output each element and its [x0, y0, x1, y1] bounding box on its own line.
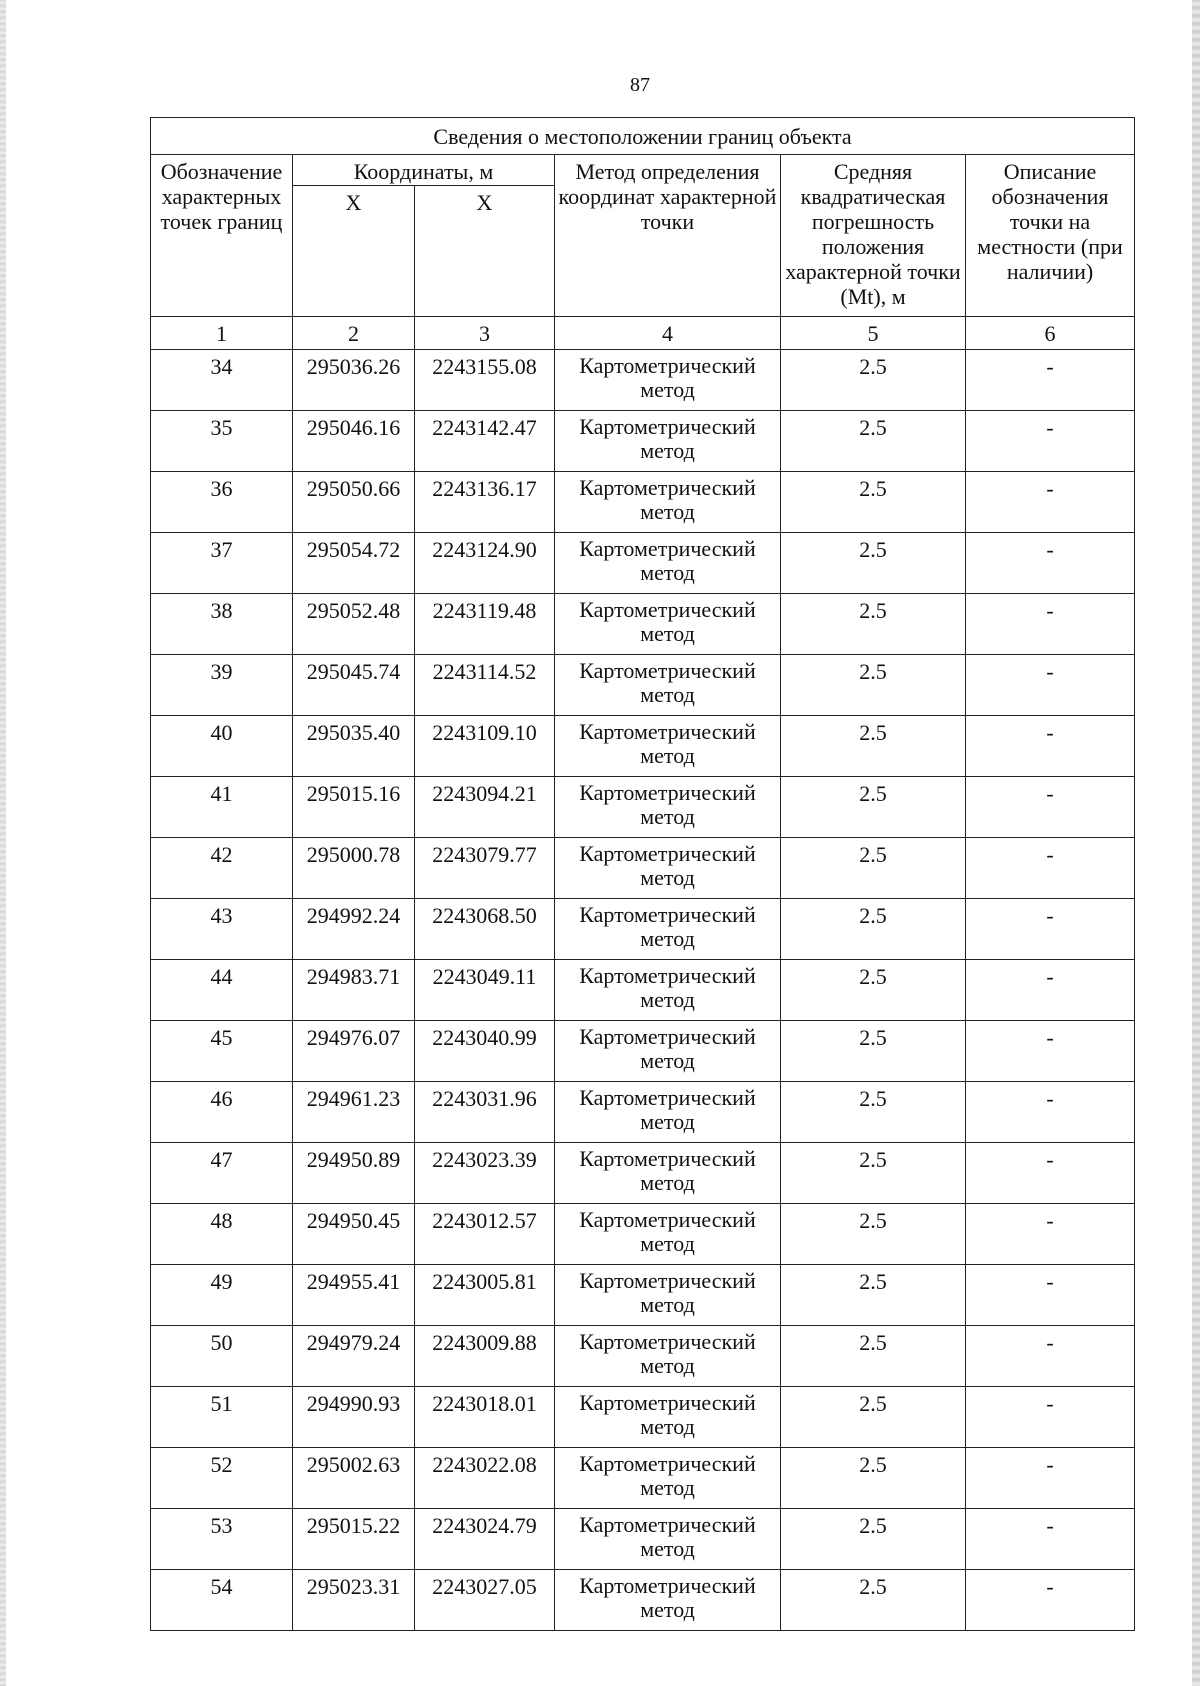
cell-y: 2243031.96 [415, 1082, 555, 1143]
cell-description: - [966, 777, 1135, 838]
cell-method: Картометрический метод [555, 1204, 781, 1265]
cell-description: - [966, 350, 1135, 411]
table-row [151, 838, 1135, 899]
cell-description: - [966, 1387, 1135, 1448]
cell-y: 2243136.17 [415, 472, 555, 533]
scan-left-edge [0, 0, 6, 1686]
cell-method: Картометрический метод [555, 716, 781, 777]
cell-point: 54 [151, 1570, 293, 1631]
cell-method: Картометрический метод [555, 838, 781, 899]
cell-point: 42 [151, 838, 293, 899]
cell-error: 2.5 [781, 594, 966, 655]
cell-description: - [966, 1326, 1135, 1387]
table-row [151, 777, 1135, 838]
cell-y: 2243124.90 [415, 533, 555, 594]
cell-method: Картометрический метод [555, 594, 781, 655]
column-number-row [151, 317, 1135, 350]
header-coordinates: Координаты, м [293, 155, 555, 186]
cell-y: 2243049.11 [415, 960, 555, 1021]
cell-x: 294992.24 [293, 899, 415, 960]
header-description: Описание обозначения точки на местности (при наличии) [966, 155, 1135, 317]
table-row [151, 655, 1135, 716]
cell-x: 295054.72 [293, 533, 415, 594]
cell-x: 295023.31 [293, 1570, 415, 1631]
cell-error: 2.5 [781, 899, 966, 960]
table-row [151, 960, 1135, 1021]
cell-point: 40 [151, 716, 293, 777]
cell-method: Картометрический метод [555, 899, 781, 960]
cell-description: - [966, 655, 1135, 716]
cell-error: 2.5 [781, 655, 966, 716]
table-row [151, 1570, 1135, 1631]
table-body [151, 350, 1135, 1631]
cell-method: Картометрический метод [555, 777, 781, 838]
cell-method: Картометрический метод [555, 1143, 781, 1204]
cell-x: 295052.48 [293, 594, 415, 655]
cell-y: 2243012.57 [415, 1204, 555, 1265]
cell-x: 294955.41 [293, 1265, 415, 1326]
header-x2: X [415, 186, 555, 317]
column-number: 2 [293, 317, 415, 350]
scan-right-edge [1192, 0, 1200, 1686]
cell-error: 2.5 [781, 1326, 966, 1387]
cell-error: 2.5 [781, 960, 966, 1021]
cell-y: 2243027.05 [415, 1570, 555, 1631]
cell-point: 53 [151, 1509, 293, 1570]
table-row [151, 1509, 1135, 1570]
cell-error: 2.5 [781, 716, 966, 777]
cell-x: 294976.07 [293, 1021, 415, 1082]
cell-description: - [966, 1448, 1135, 1509]
cell-x: 294950.45 [293, 1204, 415, 1265]
cell-point: 34 [151, 350, 293, 411]
cell-method: Картометрический метод [555, 472, 781, 533]
header-x1: X [293, 186, 415, 317]
cell-y: 2243094.21 [415, 777, 555, 838]
table-title: Сведения о местоположении границ объекта [151, 118, 1135, 155]
column-number: 1 [151, 317, 293, 350]
table-row [151, 472, 1135, 533]
header-point-designation: Обозначение характерных точек границ [151, 155, 293, 317]
cell-description: - [966, 594, 1135, 655]
cell-description: - [966, 1570, 1135, 1631]
cell-y: 2243022.08 [415, 1448, 555, 1509]
cell-error: 2.5 [781, 1448, 966, 1509]
cell-y: 2243018.01 [415, 1387, 555, 1448]
cell-description: - [966, 1082, 1135, 1143]
cell-error: 2.5 [781, 411, 966, 472]
cell-x: 295015.16 [293, 777, 415, 838]
cell-point: 44 [151, 960, 293, 1021]
cell-point: 36 [151, 472, 293, 533]
cell-x: 295000.78 [293, 838, 415, 899]
cell-method: Картометрический метод [555, 1021, 781, 1082]
cell-error: 2.5 [781, 1204, 966, 1265]
cell-description: - [966, 411, 1135, 472]
table-row [151, 1143, 1135, 1204]
cell-error: 2.5 [781, 1509, 966, 1570]
cell-point: 37 [151, 533, 293, 594]
cell-x: 295050.66 [293, 472, 415, 533]
cell-error: 2.5 [781, 1265, 966, 1326]
table-row [151, 1387, 1135, 1448]
cell-error: 2.5 [781, 1387, 966, 1448]
cell-description: - [966, 1204, 1135, 1265]
cell-y: 2243009.88 [415, 1326, 555, 1387]
cell-description: - [966, 899, 1135, 960]
table-row [151, 350, 1135, 411]
cell-description: - [966, 1143, 1135, 1204]
header-error: Средняя квадратическая погрешность положения характерной точки (Mt), м [781, 155, 966, 317]
cell-y: 2243142.47 [415, 411, 555, 472]
cell-x: 295002.63 [293, 1448, 415, 1509]
page-number: 87 [630, 74, 650, 96]
column-number: 6 [966, 317, 1135, 350]
cell-x: 294979.24 [293, 1326, 415, 1387]
cell-error: 2.5 [781, 350, 966, 411]
table-row [151, 1021, 1135, 1082]
table-row [151, 533, 1135, 594]
table-row [151, 1326, 1135, 1387]
cell-point: 51 [151, 1387, 293, 1448]
cell-error: 2.5 [781, 1143, 966, 1204]
cell-error: 2.5 [781, 1082, 966, 1143]
table-row [151, 1204, 1135, 1265]
cell-x: 294950.89 [293, 1143, 415, 1204]
cell-x: 294961.23 [293, 1082, 415, 1143]
table-row [151, 594, 1135, 655]
cell-description: - [966, 1509, 1135, 1570]
cell-error: 2.5 [781, 1021, 966, 1082]
cell-point: 52 [151, 1448, 293, 1509]
cell-x: 295036.26 [293, 350, 415, 411]
cell-description: - [966, 472, 1135, 533]
cell-x: 294983.71 [293, 960, 415, 1021]
cell-y: 2243040.99 [415, 1021, 555, 1082]
cell-y: 2243119.48 [415, 594, 555, 655]
cell-method: Картометрический метод [555, 655, 781, 716]
table-row [151, 716, 1135, 777]
cell-y: 2243114.52 [415, 655, 555, 716]
cell-point: 38 [151, 594, 293, 655]
cell-description: - [966, 960, 1135, 1021]
cell-method: Картометрический метод [555, 1387, 781, 1448]
cell-method: Картометрический метод [555, 1448, 781, 1509]
cell-method: Картометрический метод [555, 1509, 781, 1570]
cell-description: - [966, 838, 1135, 899]
cell-y: 2243024.79 [415, 1509, 555, 1570]
cell-description: - [966, 533, 1135, 594]
cell-method: Картометрический метод [555, 1326, 781, 1387]
cell-point: 43 [151, 899, 293, 960]
cell-y: 2243079.77 [415, 838, 555, 899]
column-number: 5 [781, 317, 966, 350]
cell-error: 2.5 [781, 472, 966, 533]
cell-point: 46 [151, 1082, 293, 1143]
boundary-coordinates-table [150, 117, 1135, 1631]
cell-error: 2.5 [781, 1570, 966, 1631]
cell-x: 295035.40 [293, 716, 415, 777]
cell-x: 295015.22 [293, 1509, 415, 1570]
cell-method: Картометрический метод [555, 1082, 781, 1143]
header-method: Метод определения координат характерной точки [555, 155, 781, 317]
column-number: 3 [415, 317, 555, 350]
cell-point: 35 [151, 411, 293, 472]
boundary-table-container [150, 117, 1134, 1631]
table-row [151, 411, 1135, 472]
cell-y: 2243068.50 [415, 899, 555, 960]
cell-point: 39 [151, 655, 293, 716]
cell-description: - [966, 1021, 1135, 1082]
cell-error: 2.5 [781, 838, 966, 899]
cell-point: 41 [151, 777, 293, 838]
table-row [151, 1265, 1135, 1326]
cell-description: - [966, 1265, 1135, 1326]
cell-method: Картометрический метод [555, 960, 781, 1021]
cell-point: 49 [151, 1265, 293, 1326]
table-row [151, 1082, 1135, 1143]
cell-method: Картометрический метод [555, 411, 781, 472]
cell-method: Картометрический метод [555, 350, 781, 411]
cell-description: - [966, 716, 1135, 777]
cell-x: 294990.93 [293, 1387, 415, 1448]
table-row [151, 1448, 1135, 1509]
cell-y: 2243005.81 [415, 1265, 555, 1326]
cell-x: 295046.16 [293, 411, 415, 472]
cell-method: Картометрический метод [555, 533, 781, 594]
cell-error: 2.5 [781, 533, 966, 594]
cell-x: 295045.74 [293, 655, 415, 716]
cell-y: 2243109.10 [415, 716, 555, 777]
cell-point: 45 [151, 1021, 293, 1082]
table-row [151, 899, 1135, 960]
cell-point: 48 [151, 1204, 293, 1265]
cell-method: Картометрический метод [555, 1265, 781, 1326]
column-number: 4 [555, 317, 781, 350]
cell-method: Картометрический метод [555, 1570, 781, 1631]
cell-point: 47 [151, 1143, 293, 1204]
cell-error: 2.5 [781, 777, 966, 838]
cell-y: 2243155.08 [415, 350, 555, 411]
cell-y: 2243023.39 [415, 1143, 555, 1204]
cell-point: 50 [151, 1326, 293, 1387]
